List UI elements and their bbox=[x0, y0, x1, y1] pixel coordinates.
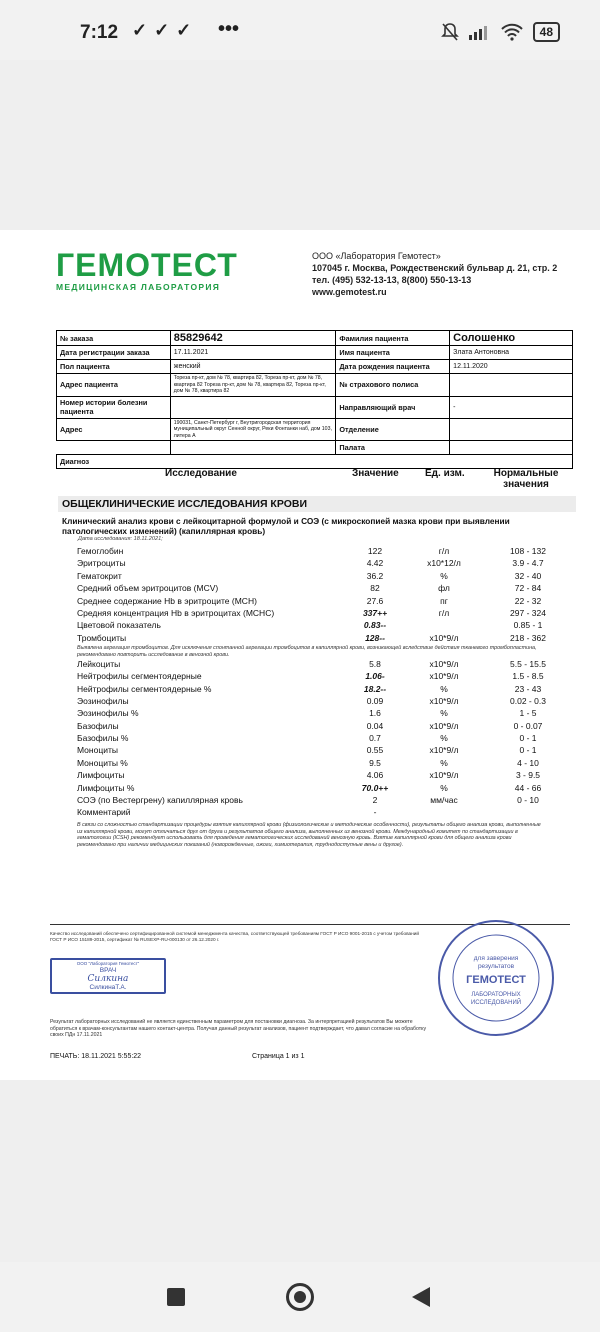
result-value: 128-- bbox=[365, 632, 385, 643]
home-button[interactable] bbox=[286, 1283, 314, 1311]
addr2: 190031, Санкт-Петербург г, Внутригородская территория муниципальный округ Сенной округ, Реки Фонтанки наб, дом 103, литера А bbox=[170, 418, 336, 441]
result-name: СОЭ (по Вестергрену) капиллярная кровь bbox=[77, 795, 243, 806]
svg-text:ГЕМОТЕСТ: ГЕМОТЕСТ bbox=[466, 974, 526, 986]
status-bar bbox=[0, 0, 600, 60]
result-value: 18.2-- bbox=[363, 683, 387, 694]
back-button[interactable] bbox=[412, 1287, 430, 1307]
result-name: Комментарий bbox=[77, 807, 131, 818]
result-name: Тромбоциты bbox=[77, 632, 127, 643]
result-norm: 0 - 1 bbox=[519, 745, 537, 756]
result-unit: мм/час bbox=[430, 795, 458, 806]
svg-text:для заверения: для заверения bbox=[473, 955, 519, 962]
result-name: Лимфоциты bbox=[77, 770, 125, 781]
result-value: 0.09 bbox=[366, 695, 384, 706]
doctor-stamp: ООО "Лаборатория Гемотест" ВРАЧ Силкина СилкинаТ.А. bbox=[50, 958, 166, 994]
addr2-label: Адрес bbox=[57, 418, 171, 441]
result-row bbox=[0, 620, 600, 632]
result-row bbox=[0, 608, 600, 620]
address-label: Адрес пациента bbox=[57, 374, 171, 397]
result-row bbox=[0, 708, 600, 720]
result-unit: % bbox=[440, 757, 448, 768]
quality-note: Качество исследований обеспечено сертифицированной системой менеджмента качества, соответствующей требованиям ГОСТ Р ИСО 9001-2015 с учетом требований ГОСТ Р ИСО 15189-2015, сертификат № RUSEXP-RU-000130 от 26.12.2020 г. bbox=[50, 931, 419, 942]
result-norm: 22 - 32 bbox=[514, 595, 542, 606]
doctor-label: Направляющий врач bbox=[336, 396, 450, 418]
result-norm: 0 - 1 bbox=[519, 733, 537, 744]
result-norm: 0.85 - 1 bbox=[513, 620, 543, 631]
col-unit: Ед. изм. bbox=[425, 468, 465, 479]
platelet-note: Выявлена агрегация тромбоцитов. Для исключения спонтанной агрегации тромбоцитов в капиллярной крови, возникающей вследствие действия тканевого тромбопластина, рекомендовано повторить исследование в венозной крови. bbox=[77, 645, 537, 658]
result-name: Эозинофилы bbox=[77, 695, 129, 706]
result-name: Моноциты % bbox=[77, 757, 128, 768]
result-value: 0.55 bbox=[366, 745, 384, 756]
result-norm: 1 - 5 bbox=[519, 708, 537, 719]
result-unit: г/л bbox=[438, 546, 450, 556]
result-norm: 108 - 132 bbox=[510, 546, 546, 556]
address: Тореза пр-кт, дом № 78, квартира 82, Тореза пр-кт, дом № 78, квартира 82 Тореза пр-кт, дом № 78, квартира 82, Тореза пр-кт, дом № 78, квартира 82 bbox=[170, 374, 336, 397]
surname-label: Фамилия пациента bbox=[336, 331, 450, 346]
col-value: Значение bbox=[352, 468, 399, 479]
result-row bbox=[0, 659, 600, 671]
result-unit: x10*9/л bbox=[429, 745, 459, 756]
dept bbox=[450, 418, 573, 441]
result-row bbox=[0, 546, 600, 558]
result-row bbox=[0, 633, 600, 645]
recent-apps-button[interactable] bbox=[167, 1288, 185, 1306]
result-unit: % bbox=[440, 733, 448, 744]
result-norm: 0.02 - 0.3 bbox=[510, 695, 546, 706]
result-unit: % bbox=[440, 683, 448, 694]
result-name: Нейтрофилы сегментоядерные % bbox=[77, 683, 212, 694]
result-row bbox=[0, 583, 600, 595]
diagnosis-label: Диагноз bbox=[57, 455, 573, 469]
result-name: Средняя концентрация Hb в эритроцитах (MCHC) bbox=[77, 607, 275, 618]
result-row bbox=[0, 758, 600, 770]
result-name: Гемоглобин bbox=[77, 546, 124, 556]
gemotest-logo: ГЕМОТЕСТ МЕДИЦИНСКАЯ ЛАБОРАТОРИЯ bbox=[56, 247, 238, 292]
wifi-icon bbox=[501, 23, 523, 41]
study-date: Дата исследования: 18.11.2021; bbox=[78, 536, 163, 542]
result-unit: x10*12/л bbox=[427, 558, 461, 569]
name-label: Имя пациента bbox=[336, 346, 450, 360]
result-value: 1.6 bbox=[369, 708, 381, 719]
result-unit: % bbox=[440, 782, 448, 793]
result-unit: x10*9/л bbox=[429, 770, 459, 781]
result-unit: x10*9/л bbox=[429, 658, 459, 669]
result-value: 4.06 bbox=[366, 770, 384, 781]
result-name: Среднее содержание Hb в эритроците (MCH) bbox=[77, 595, 257, 606]
result-name: Цветовой показатель bbox=[77, 620, 161, 631]
result-norm: 3.9 - 4.7 bbox=[512, 558, 544, 569]
result-row bbox=[0, 671, 600, 683]
result-norm: 3 - 9.5 bbox=[515, 770, 541, 781]
result-norm: 44 - 66 bbox=[514, 782, 542, 793]
result-row bbox=[0, 807, 600, 819]
result-norm: 1.5 - 8.5 bbox=[512, 671, 544, 682]
result-name: Лимфоциты % bbox=[77, 782, 135, 793]
result-name: Лейкоциты bbox=[77, 658, 121, 669]
result-row bbox=[0, 721, 600, 733]
result-row bbox=[0, 795, 600, 807]
col-test: Исследование bbox=[165, 468, 237, 479]
result-unit: % bbox=[440, 570, 448, 581]
result-name: Эозинофилы % bbox=[77, 708, 139, 719]
result-unit: г/л bbox=[438, 607, 450, 618]
result-unit: x10*9/л bbox=[429, 695, 459, 706]
sex: женский bbox=[170, 360, 336, 374]
clock: 7:12 bbox=[80, 22, 119, 43]
result-value: 27.6 bbox=[366, 595, 384, 606]
history bbox=[170, 396, 336, 418]
sex-label: Пол пациента bbox=[57, 360, 171, 374]
result-value: 4.42 bbox=[366, 558, 384, 569]
insurance-label: № страхового полиса bbox=[336, 374, 450, 397]
result-value: 82 bbox=[370, 583, 380, 594]
result-value: - bbox=[373, 807, 377, 818]
result-norm: 23 - 43 bbox=[514, 683, 542, 694]
result-norm: 0 - 0.07 bbox=[513, 720, 543, 731]
reg-date: 17.11.2021 bbox=[170, 346, 336, 360]
doctor: - bbox=[450, 396, 573, 418]
result-norm: 0 - 10 bbox=[517, 795, 539, 806]
section-title: ОБЩЕКЛИНИЧЕСКИЕ ИССЛЕДОВАНИЯ КРОВИ bbox=[58, 496, 576, 512]
result-value: 0.83-- bbox=[363, 620, 387, 631]
battery-icon: 48 bbox=[533, 22, 560, 42]
test-subtitle: Клинический анализ крови с лейкоцитарной формулой и СОЭ (с микроскопией мазка крови при выявлении патологических изменений) (капиллярная кровь) bbox=[62, 516, 510, 536]
svg-text:ЛАБОРАТОРНЫХ: ЛАБОРАТОРНЫХ bbox=[471, 992, 521, 998]
disclaimer: Результат лабораторных исследований не является единственным параметром для постановки диагноза. За интерпретацией результатов Вы можете обратиться к врачам-консультантам нашего контакт-центра. Получая данный результат анализов, пациент подтверждает, что давал согласие на обработку своих ПДн 17.11.2021 bbox=[50, 1019, 427, 1039]
result-name: Базофилы % bbox=[77, 733, 129, 744]
insurance bbox=[450, 374, 573, 397]
result-value: 0.04 bbox=[366, 720, 384, 731]
result-row bbox=[0, 770, 600, 782]
company-info: ООО «Лаборатория Гемотест» 107045 г. Москва, Рождественский бульвар д. 21, стр. 2 тел. (495) 532-13-13, 8(800) 550-13-13 www.gemotest.ru bbox=[312, 251, 558, 297]
nav-bar bbox=[0, 1262, 600, 1332]
result-row bbox=[0, 684, 600, 696]
results-table bbox=[0, 546, 600, 849]
result-norm: 5.5 - 15.5 bbox=[510, 658, 546, 669]
result-name: Базофилы bbox=[77, 720, 119, 731]
comment-note: В связи со сложностью стандартизации процедуры взятия капиллярной крови (физиологические и методические особенности), результаты общего анализа крови, выполненные из капиллярной крови, могут отличаться друг от друга и результатов общего анализа, выполненных из венозной крови. Международный комитет по стандартизации в гематологии (ICSH) рекомендует использовать для проведения гематологических исследований венозную кровь. Взятие капиллярной крови для общего анализа крови рекомендовано при наличии медицинских показаний (новорожденные, ожоги, химиотерапия, труднодоступные вены и другое). bbox=[77, 821, 541, 849]
birth-date: 12.11.2020 bbox=[450, 360, 573, 374]
result-norm: 297 - 324 bbox=[510, 607, 546, 618]
order-number: 85829642 bbox=[170, 331, 336, 346]
result-norm: 4 - 10 bbox=[517, 757, 539, 768]
patient-name: Злата Антоновна bbox=[450, 346, 573, 360]
result-name: Нейтрофилы сегментоядерные bbox=[77, 671, 202, 682]
ward bbox=[450, 441, 573, 455]
result-unit: x10*9/л bbox=[429, 720, 459, 731]
result-unit: % bbox=[440, 708, 448, 719]
result-unit: фл bbox=[438, 583, 450, 594]
result-name: Средний объем эритроцитов (MCV) bbox=[77, 583, 219, 594]
dept-label: Отделение bbox=[336, 418, 450, 441]
result-row bbox=[0, 745, 600, 757]
result-row bbox=[0, 558, 600, 570]
svg-text:ИССЛЕДОВАНИЙ: ИССЛЕДОВАНИЙ bbox=[470, 1000, 522, 1006]
result-value: 9.5 bbox=[369, 757, 381, 768]
more-notifications-icon: ••• bbox=[218, 18, 240, 40]
ward-label: Палата bbox=[336, 441, 450, 455]
history-label: Номер истории болезни пациента bbox=[57, 396, 171, 418]
result-value: 337++ bbox=[362, 607, 388, 618]
print-date: ПЕЧАТЬ: 18.11.2021 5:55:22 bbox=[50, 1053, 142, 1060]
surname: Солошенко bbox=[450, 331, 573, 346]
bell-off-icon bbox=[441, 22, 459, 42]
result-unit: x10*9/л bbox=[429, 671, 459, 682]
result-value: 5.8 bbox=[369, 658, 381, 669]
svg-text:результатов: результатов bbox=[477, 963, 515, 970]
result-row bbox=[0, 696, 600, 708]
result-norm: 32 - 40 bbox=[514, 570, 542, 581]
result-value: 0.7 bbox=[369, 733, 381, 744]
signal-icon bbox=[469, 24, 491, 40]
page-number: Страница 1 из 1 bbox=[252, 1053, 305, 1060]
result-name: Эритроциты bbox=[77, 558, 126, 569]
result-row bbox=[0, 596, 600, 608]
round-seal bbox=[436, 918, 556, 1038]
result-row bbox=[0, 783, 600, 795]
reg-date-label: Дата регистрации заказа bbox=[57, 346, 171, 360]
result-value: 36.2 bbox=[366, 570, 384, 581]
notification-check-icons: ✓✓✓ bbox=[132, 20, 199, 40]
result-row bbox=[0, 733, 600, 745]
result-value: 2 bbox=[372, 795, 378, 806]
result-value: 1.06- bbox=[365, 671, 385, 682]
result-name: Моноциты bbox=[77, 745, 118, 756]
result-norm: 72 - 84 bbox=[514, 583, 542, 594]
result-unit: пг bbox=[440, 595, 448, 606]
result-value: 122 bbox=[367, 546, 383, 556]
col-norm: Нормальные значения bbox=[493, 468, 559, 490]
result-name: Гематокрит bbox=[77, 570, 122, 581]
patient-info-table bbox=[56, 330, 573, 469]
result-value: 70.0++ bbox=[361, 782, 389, 793]
result-norm: 218 - 362 bbox=[510, 632, 546, 643]
result-unit: x10*9/л bbox=[429, 632, 459, 643]
result-row bbox=[0, 571, 600, 583]
lab-report-document bbox=[0, 230, 600, 1080]
birth-label: Дата рождения пациента bbox=[336, 360, 450, 374]
order-number-label: № заказа bbox=[57, 331, 171, 346]
